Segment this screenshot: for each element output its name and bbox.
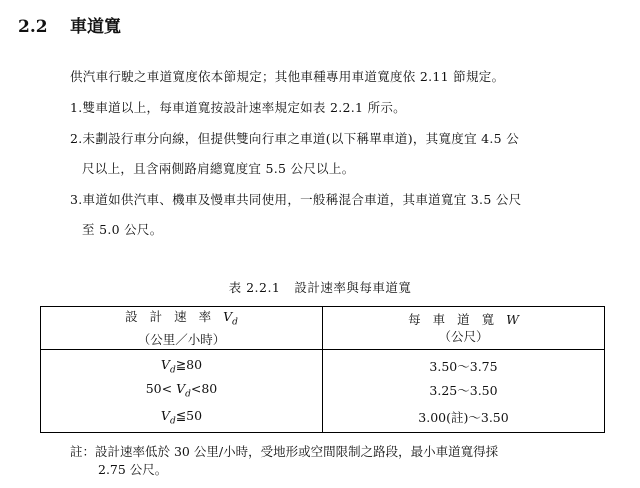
width-cell: 3.00(註)～3.50 — [323, 402, 605, 433]
header-lane-width — [323, 307, 605, 350]
header-vd-subscript: d — [232, 317, 238, 328]
footnote-line-1: 註：設計速率低於 30 公里/小時，受地形或空間限制之路段，最小車道寬得採 — [70, 444, 499, 459]
list-item-3: 3.車道如供汽車、機車及慢車共同使用，一般稱混合車道，其車道寬宜 3.5 公尺 — [70, 192, 522, 207]
header-design-speed-label: 設計速率 — [125, 308, 224, 324]
list-item-1: 1.雙車道以上，每車道寬按設計速率規定如表 2.2.1 所示。 — [70, 100, 406, 115]
table-row — [41, 378, 605, 402]
list-item-3-cont: 至 5.0 公尺。 — [82, 222, 163, 237]
list-item-2-cont: 尺以上，且含兩側路肩總寬度宜 5.5 公尺以上。 — [82, 161, 355, 176]
width-cell: 3.50～3.75 — [323, 350, 605, 379]
width-cell: 3.25～3.50 — [323, 378, 605, 402]
header-design-speed — [41, 307, 323, 350]
table-number: 表 2.2.1 — [228, 280, 281, 295]
section-title: 車道寬 — [70, 17, 121, 37]
table-row — [41, 350, 605, 379]
speed-cell: $V_d≦50$ — [41, 402, 323, 433]
header-lane-width-label: 每車道寬 — [408, 312, 507, 327]
header-w-symbol: W — [506, 312, 519, 327]
speed-width-table — [40, 306, 605, 433]
section-heading — [18, 12, 121, 37]
section-number: 2.2 — [18, 17, 48, 37]
table-title: 設計速率與每車道寬 — [294, 280, 412, 295]
table-footnote — [70, 443, 498, 479]
speed-cell: $V_d≧80$ — [41, 350, 323, 379]
header-design-speed-unit: （公里／小時） — [137, 332, 226, 348]
footnote-line-2: 2.75 公尺。 — [98, 462, 168, 477]
speed-cell: $50< V_d<80$ — [41, 378, 323, 402]
intro-paragraph: 供汽車行駛之車道寬度依本節規定；其他車種專用車道寬度依 2.11 節規定。 — [70, 69, 505, 84]
table-caption — [0, 278, 640, 296]
header-vd-symbol: V — [223, 308, 233, 324]
list-item-2: 2.未劃設行車分向線，但提供雙向行車之車道(以下稱單車道)，其寬度宜 4.5 公 — [70, 131, 520, 146]
header-lane-width-unit: （公尺） — [438, 329, 489, 344]
table-row — [41, 402, 605, 433]
